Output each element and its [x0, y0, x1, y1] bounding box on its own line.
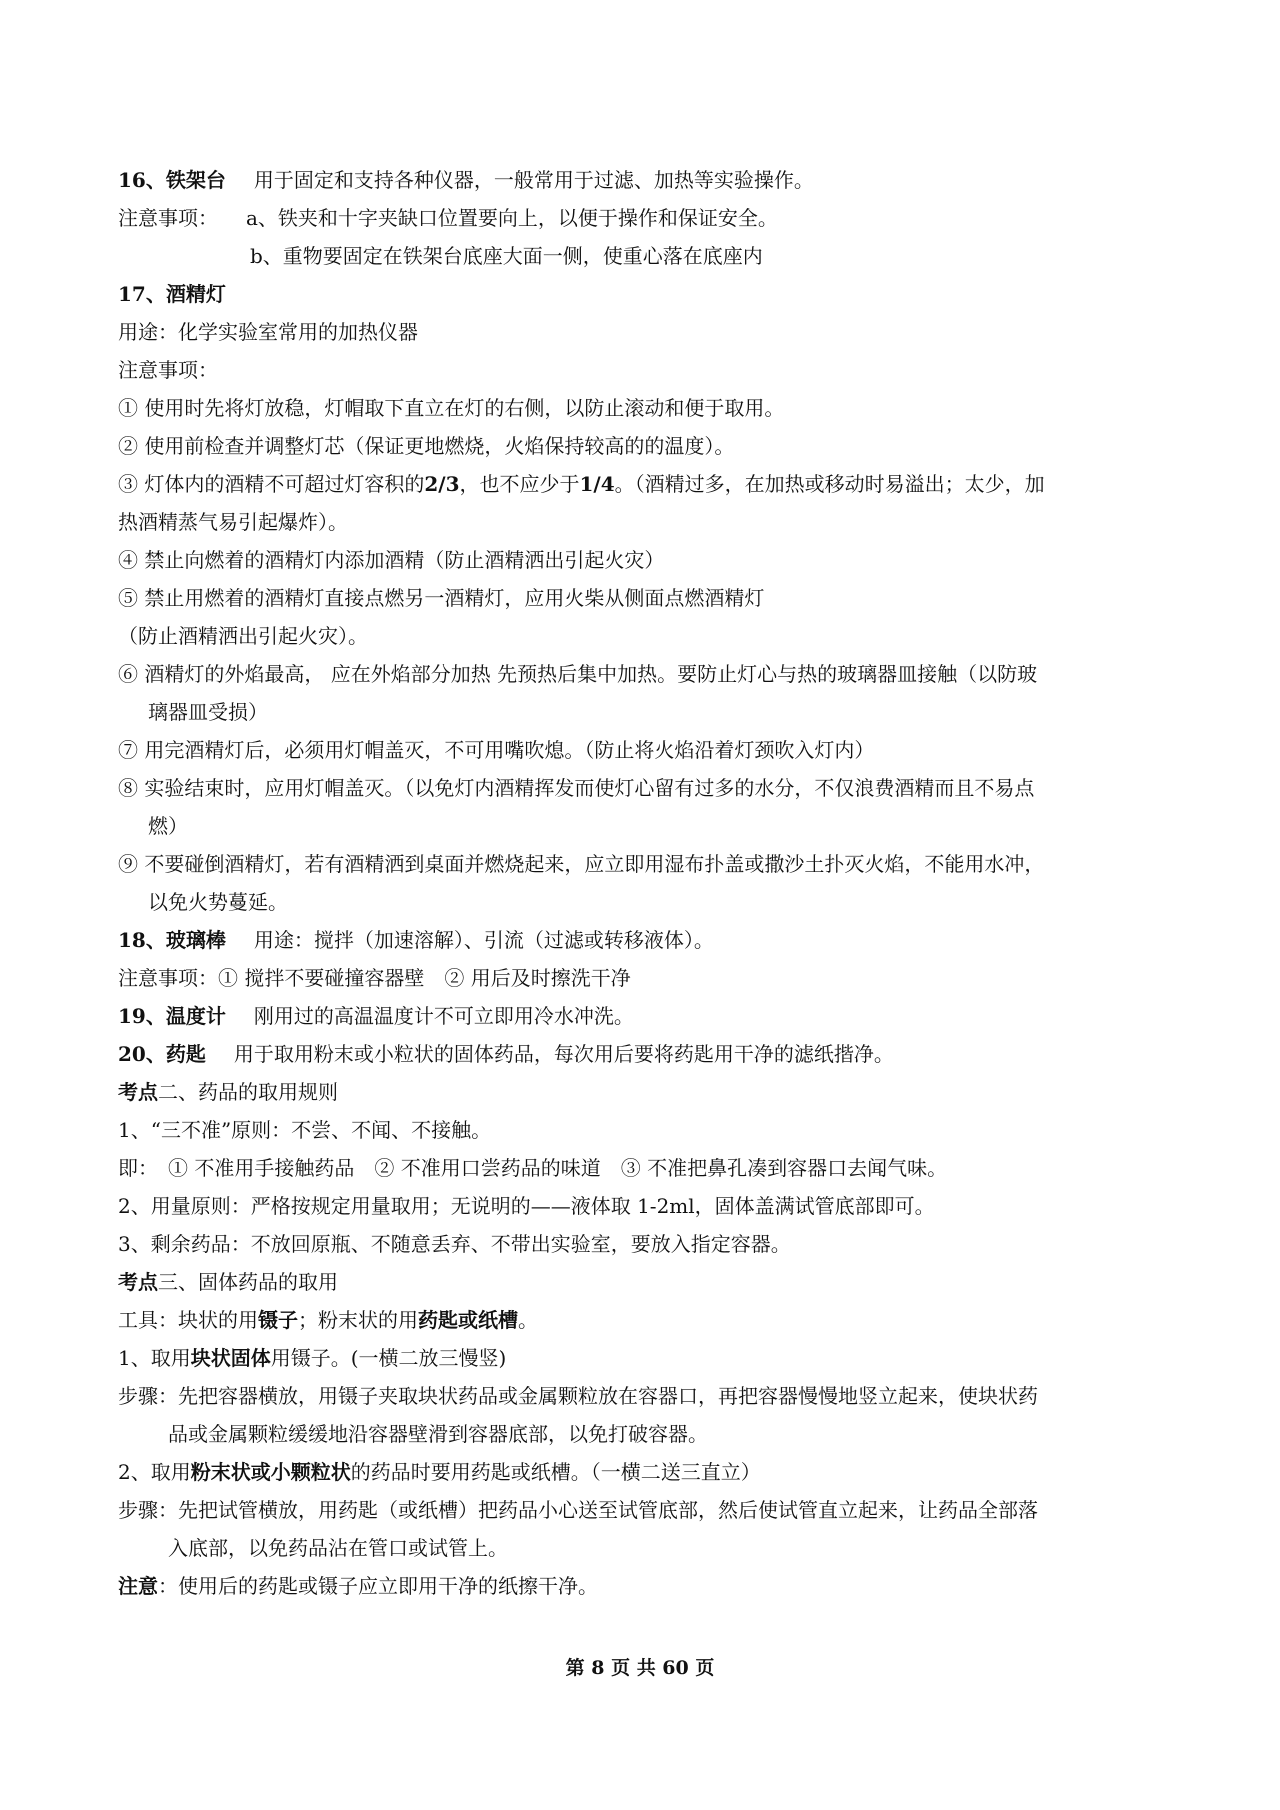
steps-2-cont — [118, 1529, 1173, 1567]
note-label: 注意事项： — [118, 358, 218, 382]
steps-1-cont-text: 品或金属颗粒缓缓地沿容器壁滑到容器底部，以免打破容器。 — [168, 1422, 708, 1446]
rule-2-text: 2、用量原则：严格按规定用量取用；无说明的——液体取 1-2ml，固体盖满试管底部即可。 — [118, 1194, 935, 1218]
note-1-text: ① 使用时先将灯放稳，灯帽取下直立在灯的右侧，以防止滚动和便于取用。 — [118, 396, 785, 420]
item-17-note-label — [118, 351, 1173, 389]
item-19-line — [118, 997, 1173, 1035]
steps-2-cont-text: 入底部，以免药品沾在管口或试管上。 — [168, 1536, 508, 1560]
rule-3 — [118, 1225, 1173, 1263]
section-3-text: 三、固体药品的取用 — [158, 1270, 338, 1294]
rule-1-detail — [118, 1149, 1173, 1187]
rule-1-detail-text: 即： ① 不准用手接触药品 ② 不准用口尝药品的味道 ③ 不准把鼻孔凑到容器口去闻气味。 — [118, 1156, 948, 1180]
note-7-text: ⑦ 用完酒精灯后，必须用灯帽盖灭，不可用嘴吹熄。（防止将火焰沿着灯颈吹入灯内） — [118, 738, 875, 762]
item-20-heading: 20、药匙 — [118, 1042, 206, 1066]
steps-1-cont — [118, 1415, 1173, 1453]
note-4-text: ④ 禁止向燃着的酒精灯内添加酒精（防止酒精洒出引起火灾） — [118, 548, 665, 572]
item-17-line — [118, 275, 1173, 313]
note-3 — [118, 465, 1173, 503]
item-16-note-b — [118, 237, 1173, 275]
solid-take-2-bold: 粉末状或小颗粒状 — [190, 1460, 351, 1484]
note-6-text: ⑥ 酒精灯的外焰最高， 应在外焰部分加热 先预热后集中加热。要防止灯心与热的玻璃器皿接触（以防玻 — [118, 662, 1038, 686]
tools-bold-tweezers: 镊子 — [258, 1308, 298, 1332]
note-3-text-a: ③ 灯体内的酒精不可超过灯容积的 — [118, 472, 425, 496]
note-2 — [118, 427, 1173, 465]
item-18-line — [118, 921, 1173, 959]
page-number-footer: 第 8 页 共 60 页 — [565, 1657, 715, 1679]
note-3-cont-text: 热酒精蒸气易引起爆炸）。 — [118, 510, 348, 534]
item-17-heading: 17、酒精灯 — [118, 282, 226, 306]
item-18-notes-text: 注意事项：① 搅拌不要碰撞容器壁 ② 用后及时擦洗干净 — [118, 966, 631, 990]
section-2-text: 二、药品的取用规则 — [158, 1080, 338, 1104]
note-3-bold-fraction: 2/3 — [424, 472, 460, 496]
note-5 — [118, 579, 1173, 617]
section-label: 考点 — [118, 1080, 158, 1104]
note-2-text: ② 使用前检查并调整灯芯（保证更地燃烧，火焰保持较高的的温度）。 — [118, 434, 735, 458]
note-5-cont — [118, 617, 1173, 655]
page-content — [118, 161, 1173, 1605]
tools-bold-spoon: 药匙或纸槽 — [418, 1308, 518, 1332]
item-20-line — [118, 1035, 1173, 1073]
steps-2 — [118, 1491, 1173, 1529]
note-3-cont — [118, 503, 1173, 541]
item-17-usage — [118, 313, 1173, 351]
item-18-text: 用途：搅拌（加速溶解）、引流（过滤或转移液体）。 — [253, 928, 714, 952]
rule-3-text: 3、剩余药品：不放回原瓶、不随意丢弃、不带出实验室，要放入指定容器。 — [118, 1232, 791, 1256]
note-6-cont — [118, 693, 1173, 731]
steps-1-text: 步骤：先把容器横放，用镊子夹取块状药品或金属颗粒放在容器口，再把容器慢慢地竖立起来，使块状药 — [118, 1384, 1038, 1408]
note-8-cont — [118, 807, 1173, 845]
item-20-text: 用于取用粉末或小粒状的固体药品，每次用后要将药匙用干净的滤纸揩净。 — [233, 1042, 894, 1066]
tools-text-c: ；粉末状的用 — [298, 1308, 418, 1332]
note-3-bold-fraction: 1/4 — [579, 472, 615, 496]
tools-text-a: 工具：块状的用 — [118, 1308, 258, 1332]
note-9-cont — [118, 883, 1173, 921]
note-label: 注意事项： — [118, 206, 218, 230]
rule-2 — [118, 1187, 1173, 1225]
steps-2-text: 步骤：先把试管横放，用药匙（或纸槽）把药品小心送至试管底部，然后使试管直立起来，让药品全部落 — [118, 1498, 1038, 1522]
note-6-cont-text: 璃器皿受损） — [148, 700, 268, 724]
note-5-text: ⑤ 禁止用燃着的酒精灯直接点燃另一酒精灯，应用火柴从侧面点燃酒精灯 — [118, 586, 765, 610]
rule-1-text: 1、“三不准”原则：不尝、不闻、不接触。 — [118, 1118, 492, 1142]
item-18-notes — [118, 959, 1173, 997]
rule-1 — [118, 1111, 1173, 1149]
section-3-title — [118, 1263, 1173, 1301]
final-note-label: 注意 — [118, 1574, 158, 1598]
note-9 — [118, 845, 1173, 883]
note-8-text: ⑧ 实验结束时，应用灯帽盖灭。（以免灯内酒精挥发而使灯心留有过多的水分，不仅浪费酒精而且不易点 — [118, 776, 1035, 800]
note-5-cont-text: （防止酒精洒出引起火灾）。 — [118, 624, 368, 648]
solid-take-1-a: 1、取用 — [118, 1346, 191, 1370]
tools-text-d: 。 — [518, 1308, 538, 1332]
steps-1 — [118, 1377, 1173, 1415]
solid-take-2 — [118, 1453, 1173, 1491]
note-3-text-d: 。（酒精过多，在加热或移动时易溢出；太少，加 — [614, 472, 1045, 496]
note-a-text: a、铁夹和十字夹缺口位置要向上，以便于操作和保证安全。 — [246, 206, 778, 230]
item-16-text: 用于固定和支持各种仪器，一般常用于过滤、加热等实验操作。 — [253, 168, 814, 192]
note-9-text: ⑨ 不要碰倒酒精灯，若有酒精洒到桌面并燃烧起来，应立即用湿布扑盖或撒沙土扑灭火焰，不能用水冲， — [118, 852, 1045, 876]
note-9-cont-text: 以免火势蔓延。 — [148, 890, 288, 914]
item-16-line — [118, 161, 1173, 199]
solid-take-2-a: 2、取用 — [118, 1460, 191, 1484]
item-16-heading: 16、铁架台 — [118, 168, 226, 192]
section-label: 考点 — [118, 1270, 158, 1294]
note-8 — [118, 769, 1173, 807]
solid-take-1-bold: 块状固体 — [190, 1346, 271, 1370]
item-16-note-a — [118, 199, 1173, 237]
solid-take-1 — [118, 1339, 1173, 1377]
solid-take-1-c: 用镊子。(一横二放三慢竖) — [270, 1346, 507, 1370]
note-6 — [118, 655, 1173, 693]
note-b-text: b、重物要固定在铁架台底座大面一侧，使重心落在底座内 — [250, 244, 763, 268]
final-note — [118, 1567, 1173, 1605]
note-1 — [118, 389, 1173, 427]
final-note-text: ：使用后的药匙或镊子应立即用干净的纸擦干净。 — [158, 1574, 598, 1598]
section-2-title — [118, 1073, 1173, 1111]
solid-take-2-c: 的药品时要用药匙或纸槽。（一横二送三直立） — [350, 1460, 761, 1484]
item-19-text: 刚用过的高温温度计不可立即用冷水冲洗。 — [253, 1004, 634, 1028]
usage-text: 用途：化学实验室常用的加热仪器 — [118, 320, 418, 344]
note-8-cont-text: 燃） — [148, 814, 188, 838]
tools-line — [118, 1301, 1173, 1339]
note-3-text-c: ，也不应少于 — [459, 472, 580, 496]
note-4 — [118, 541, 1173, 579]
item-18-heading: 18、玻璃棒 — [118, 928, 226, 952]
item-19-heading: 19、温度计 — [118, 1004, 226, 1028]
note-7 — [118, 731, 1173, 769]
